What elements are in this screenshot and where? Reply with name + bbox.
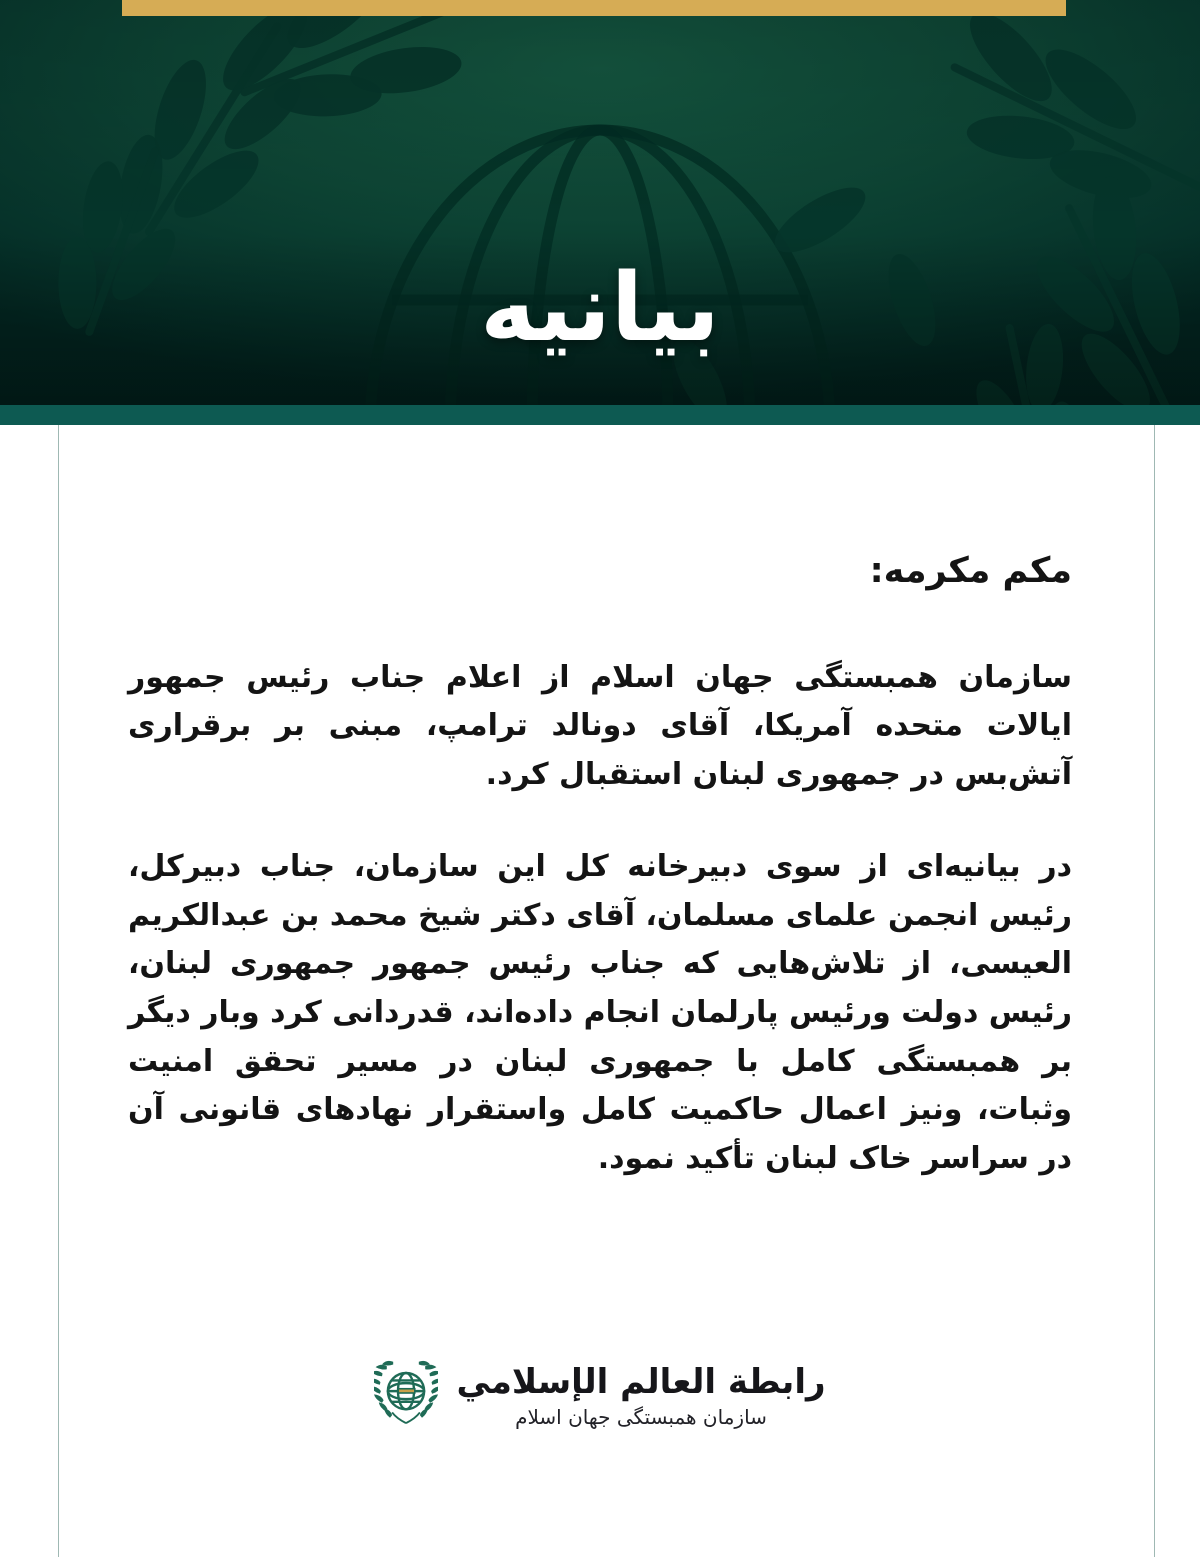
page-title: بیانیه [480,254,720,363]
globe-wreath-emblem-icon [374,1360,438,1434]
gold-accent-bar [122,0,1066,16]
teal-divider-band [0,405,1200,425]
organization-name-persian: سازمان همبستگی جهان اسلام [515,1404,767,1429]
paragraph-1: سازمان همبستگی جهان اسلام از اعلام جناب رئیس جمهور ایالات متحده آمریکا، آقای دونالد ترامپ، مبنی بر برقراری آتش‌بس در جمهوری لبنان استقبال کرد. [128,659,1072,792]
letter-body [0,425,1200,1557]
paragraph-2: در بیانیه‌ای از سوی دبیرخانه کل این سازمان، جناب دبیرکل، رئیس انجمن علمای مسلمان، آقای دکتر شیخ محمد بن عبدالکریم العیسی، از تلاش‌هایی که جناب رئیس جمهور جمهوری لبنان، رئیس دولت ورئیس پارلمان انجام داده‌اند، قدردانی کرد وبار دیگر بر همبستگی کامل با جمهوری لبنان در مسیر تحقق امنیت وثبات، ونیز اعمال حاکمیت کامل واستقرار نهادهای قانونی آن در سراسر خاک لبنان تأکید نمود. [128,849,1072,1176]
organization-name-arabic: رابطة العالم الإسلامي [456,1362,826,1403]
salutation: مکم مکرمه: [869,551,1072,591]
organization-logo [0,1360,1200,1434]
organization-name-block [456,1362,826,1429]
page-header [0,0,1200,425]
letter-text-block [128,545,1072,1183]
